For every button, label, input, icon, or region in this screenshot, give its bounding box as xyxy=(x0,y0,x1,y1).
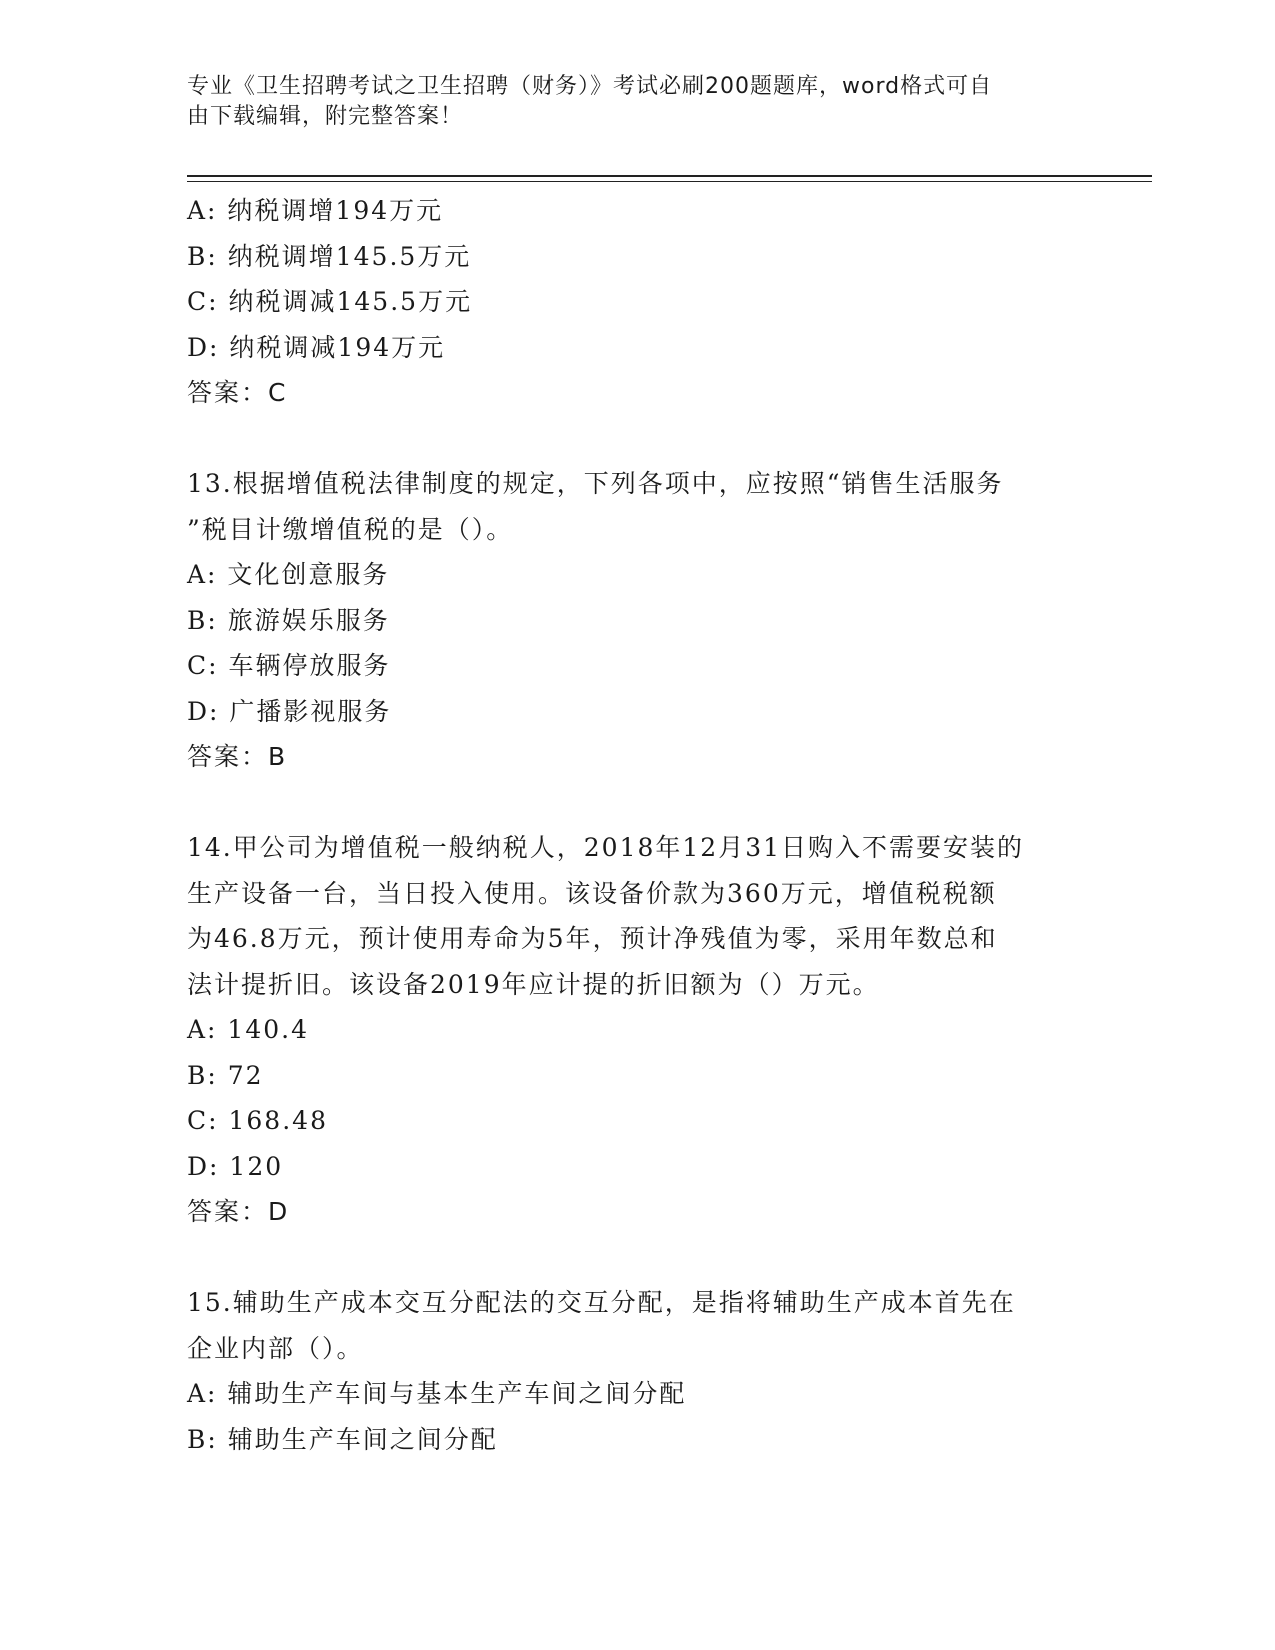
option-c: C: 车辆停放服务 xyxy=(187,651,391,680)
spacer xyxy=(187,416,1087,462)
option-a: A: 纳税调增194万元 xyxy=(187,196,444,225)
option-d: D: 广播影视服务 xyxy=(187,696,392,726)
option-a: A: 140.4 xyxy=(187,1015,309,1044)
question-stem-line: ”税目计缴增值税的是（）。 xyxy=(187,514,514,544)
spacer xyxy=(187,1235,1087,1281)
question-stem-line: 为46.8万元，预计使用寿命为5年，预计净残值为零，采用年数总和 xyxy=(187,924,998,953)
question-13 xyxy=(187,461,1087,780)
question-stem-line: 13.根据增值税法律制度的规定，下列各项中，应按照“销售生活服务 xyxy=(187,469,1004,498)
question-stem-line: 15.辅助生产成本交互分配法的交互分配，是指将辅助生产成本首先在 xyxy=(187,1288,1016,1317)
option-c: C: 纳税调减145.5万元 xyxy=(187,287,473,316)
spacer xyxy=(187,780,1087,826)
document-header xyxy=(187,72,1067,132)
header-divider-thin xyxy=(187,181,1152,182)
question-12 xyxy=(187,188,1087,416)
header-line-1: 专业《卫生招聘考试之卫生招聘（财务）》考试必刷200题题库，word格式可自 xyxy=(187,74,993,99)
question-stem-line: 生产设备一台，当日投入使用。该设备价款为360万元，增值税税额 xyxy=(187,878,997,908)
option-c: C: 168.48 xyxy=(187,1106,328,1135)
option-a: A: 辅助生产车间与基本生产车间之间分配 xyxy=(187,1379,687,1408)
answer-line: 答案：D xyxy=(187,1197,290,1226)
option-b: B: 旅游娱乐服务 xyxy=(187,605,390,635)
question-stem-line: 企业内部（）。 xyxy=(187,1333,364,1363)
answer-line: 答案：C xyxy=(187,378,288,407)
option-b: B: 纳税调增145.5万元 xyxy=(187,241,472,271)
option-d: D: 纳税调减194万元 xyxy=(187,332,446,362)
option-a: A: 文化创意服务 xyxy=(187,560,390,589)
question-stem-line: 法计提折旧。该设备2019年应计提的折旧额为（）万元。 xyxy=(187,969,880,999)
option-d: D: 120 xyxy=(187,1151,284,1181)
document-body xyxy=(187,188,1087,1462)
header-line-2: 由下载编辑，附完整答案！ xyxy=(187,104,464,129)
option-b: B: 72 xyxy=(187,1060,264,1090)
header-divider-thick xyxy=(187,175,1152,177)
question-stem-line: 14.甲公司为增值税一般纳税人，2018年12月31日购入不需要安装的 xyxy=(187,833,1025,862)
question-15 xyxy=(187,1280,1087,1462)
question-14 xyxy=(187,825,1087,1235)
answer-line: 答案：B xyxy=(187,742,288,771)
option-b: B: 辅助生产车间之间分配 xyxy=(187,1424,498,1454)
